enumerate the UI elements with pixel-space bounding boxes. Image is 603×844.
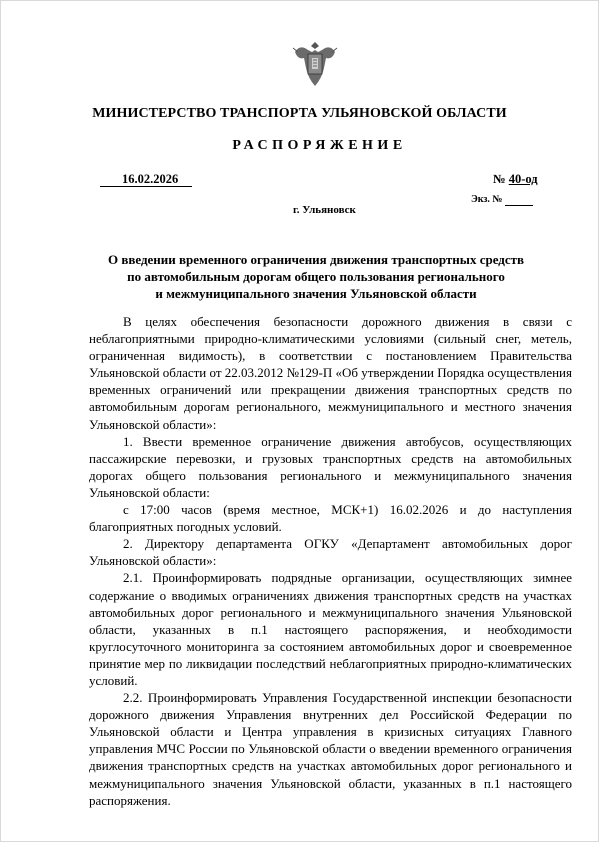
subject-line: по автомобильным дорогам общего пользования регионального: [127, 269, 505, 284]
number-prefix: №: [493, 172, 506, 186]
document-number: [493, 172, 538, 187]
document-body: [89, 313, 572, 809]
subject-line: О введении временного ограничения движения транспортных средств: [107, 252, 525, 267]
document-date: 16.02.2026: [100, 172, 192, 187]
copy-label: Экз. №: [471, 194, 503, 205]
city: г. Ульяновск: [293, 204, 356, 216]
document-subject: [81, 251, 551, 302]
subject-line: и межмуниципального значения Ульяновской области: [155, 286, 477, 301]
copy-number-blank: [505, 194, 533, 206]
paragraph: 2.1. Проинформировать подрядные организации, осуществляющих зимнее содержание о вводимых ограничениях движения транспортных средств на участках автомобильных дорог регионального и межмуниципального значения Ульяновской области, указанных в п.1 настоящего распоряжения, и необходимости круглосуточного мониторинга за состоянием автомобильных дорог и своевременное принятие мер по ликвидации последствий неблагоприятных природно-климатических условий.: [89, 570, 572, 688]
paragraph: 2. Директору департамента ОГКУ «Департамент автомобильных дорог Ульяновской области»:: [89, 536, 572, 569]
document-type: РАСПОРЯЖЕНИЕ: [232, 138, 407, 153]
paragraph: 2.2. Проинформировать Управления Государственной инспекции безопасности дорожного движения Управления внутренних дел Российской Федерации по Ульяновской области и Центра управления в кризисных ситуациях Главного управления МЧС России по Ульяновской области о введении временного ограничения движения транспортных средств на участках автомобильных дорог регионального и межмуниципального значения Ульяновской области, указанных в п.1 настоящего распоряжения.: [89, 690, 572, 808]
paragraph: с 17:00 часов (время местное, МСК+1) 16.02.2026 и до наступления благоприятных погодных условий.: [89, 502, 572, 535]
paragraph: 1. Ввести временное ограничение движения автобусов, осуществляющих пассажирские перевозки, и грузовых транспортных средств на автомобильных дорогах общего пользования регионального и межмуниципального значения Ульяновской области:: [89, 433, 572, 500]
number-value: 40-од: [508, 172, 538, 186]
copy-number: [471, 194, 533, 206]
ministry-title: МИНИСТЕРСТВО ТРАНСПОРТА УЛЬЯНОВСКОЙ ОБЛАСТИ: [92, 106, 507, 121]
coat-of-arms-icon: [290, 38, 340, 90]
paragraph: В целях обеспечения безопасности дорожного движения в связи с неблагоприятными природно-климатическими условиями (сильный снег, метель, ограниченная видимость), в соответствии с постановлением Правительства Ульяновской области от 22.03.2012 №129-П «Об утверждении Порядка осуществления временных ограничений или прекращении движения транспортных средств по автомобильным дорогам регионального, межмуниципального и местного значения Ульяновской области»:: [89, 314, 572, 432]
